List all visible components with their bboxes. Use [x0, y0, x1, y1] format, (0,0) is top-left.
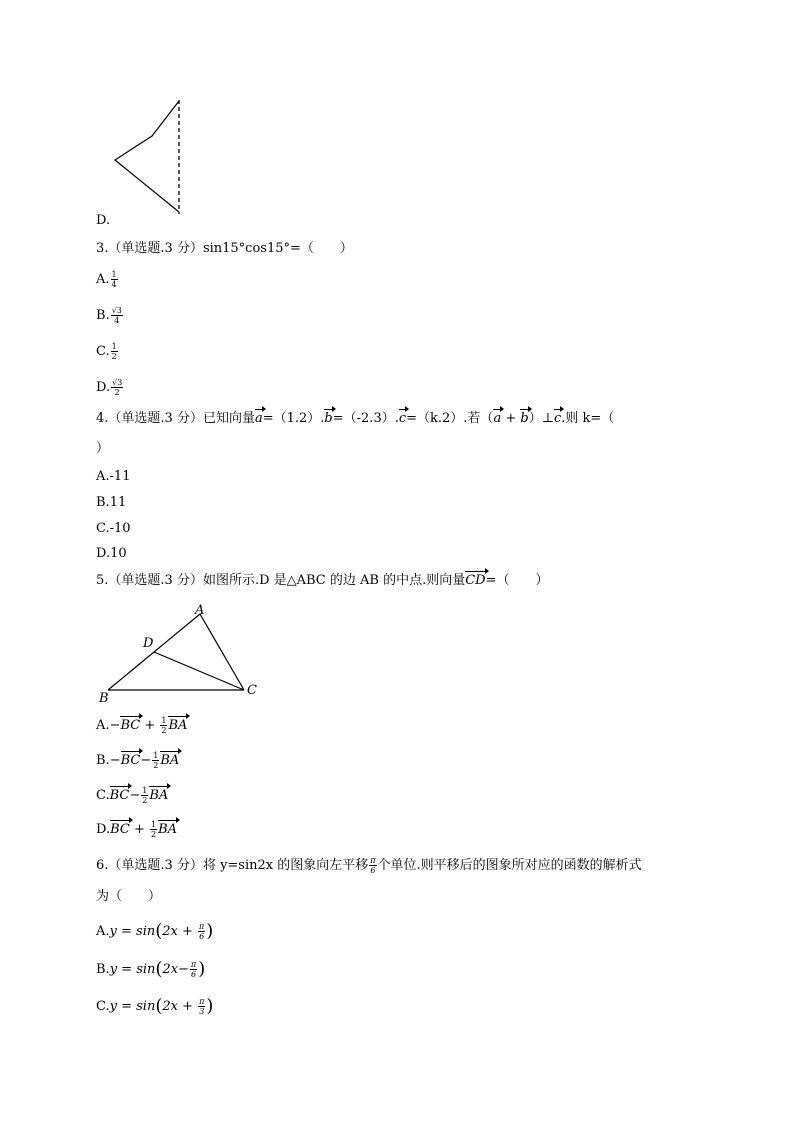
option-label: A.: [96, 272, 110, 287]
segment-cd: [154, 652, 244, 690]
q4-option-a[interactable]: A.-11: [96, 469, 131, 484]
vertex-label-d: D: [143, 636, 154, 651]
q6-stem: 6.（单选题.3 分）将 y=sin2x 的图象向左平移 $\frac{\pi}{6}$ 个单位.则平移后的图象所对应的函数的解析式: [96, 856, 642, 875]
side-ac: [200, 614, 244, 690]
vertex-label-c: C: [247, 683, 257, 698]
q4-stem: 4.（单选题.3 分）已知向量a=（1.2）.b=（-2.3）.c=（k.2）.若（a + b）⊥c.则 k=（: [96, 411, 615, 426]
q4-option-c[interactable]: C.-10: [96, 521, 131, 536]
q2-option-d-label: D.: [96, 213, 111, 228]
q5-triangle-figure: [94, 600, 264, 708]
option-label: C.: [96, 344, 110, 359]
fraction: $\frac{√3}{2}$: [112, 378, 123, 397]
option-label: B.: [96, 308, 110, 323]
vector-a: a: [493, 411, 502, 426]
q3-option-d[interactable]: [96, 378, 124, 397]
vertex-label-b: B: [99, 691, 109, 706]
vector-c: c: [398, 411, 407, 426]
fraction: $\frac{√3}{4}$: [111, 306, 122, 325]
q6-option-b[interactable]: B.y = sin(2x− $\frac{\pi}{6}$ ): [96, 958, 206, 980]
vector-b: b: [520, 411, 529, 426]
q4-option-b[interactable]: B.11: [96, 495, 127, 510]
q5-option-b[interactable]: B.−BC− $\frac{1}{2}$ BA: [96, 751, 180, 770]
q2-option-d-figure: [100, 96, 190, 218]
q5-option-d[interactable]: D.BC + $\frac{1}{2}$ BA: [96, 820, 178, 839]
q3-option-a[interactable]: [96, 270, 119, 289]
q4-option-d[interactable]: D.10: [96, 546, 127, 561]
fraction: $\frac{1}{2}$: [111, 342, 117, 361]
vertex-label-a: A: [195, 603, 205, 618]
q4-stem-line2: ）: [96, 441, 110, 456]
q6-option-a[interactable]: A.y = sin(2x + $\frac{\pi}{6}$ ): [96, 920, 214, 942]
q6-option-c[interactable]: C.y = sin(2x + $\frac{\pi}{3}$ ): [96, 995, 214, 1017]
vector-b: b: [324, 411, 333, 426]
fraction: $\frac{1}{4}$: [111, 270, 117, 289]
vector-c: c: [553, 411, 562, 426]
option-label: D.: [96, 380, 111, 395]
q6-stem-line2: 为（ ）: [96, 889, 162, 904]
q5-option-a[interactable]: A.−BC + $\frac{1}{2}$ BA: [96, 716, 188, 735]
q3-stem: 3.（单选题.3 分）sin15°cos15°=（ ）: [96, 241, 353, 256]
vector-a: a: [254, 411, 263, 426]
q3-option-b[interactable]: [96, 306, 124, 325]
q3-option-c[interactable]: [96, 342, 119, 361]
q5-option-c[interactable]: C.BC− $\frac{1}{2}$ BA: [96, 786, 169, 805]
q5-stem: 5.（单选题.3 分）如图所示.D 是△ABC 的边 AB 的中点.则向量CD=（ ）: [96, 573, 549, 588]
vector-cd: CD: [465, 573, 486, 588]
figure-polyline: [115, 101, 179, 212]
